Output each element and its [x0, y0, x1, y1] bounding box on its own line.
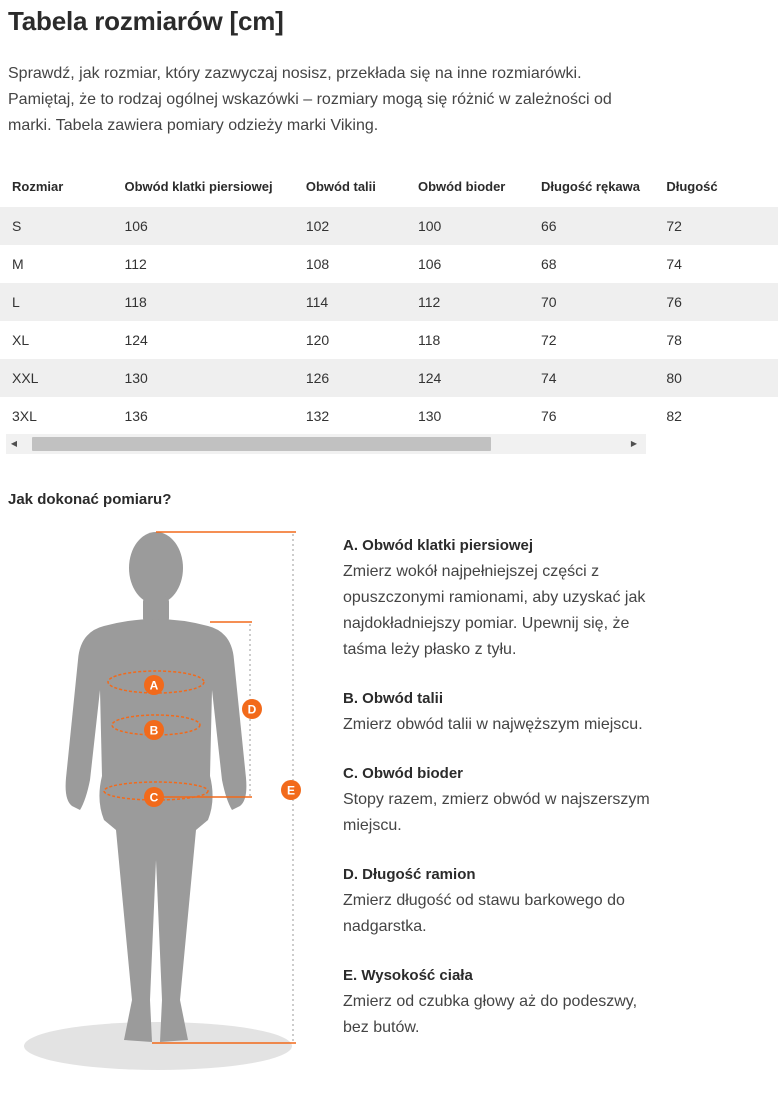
table-cell: 106 [124, 207, 305, 245]
body-measurement-figure [0, 520, 330, 1080]
table-row [0, 397, 778, 430]
table-cell: 112 [124, 256, 147, 272]
step-text: Zmierz od czubka głowy aż do podeszwy, bez butów. [343, 993, 638, 1036]
table-cell: 112 [418, 283, 541, 321]
step-text: Zmierz wokół najpełniejszej części z opuszczonymi ramionami, aby uzyskać jak najdokładniejszy pomiar. Upewnij się, że taśma leży płasko z tyłu. [343, 563, 646, 658]
table-cell: L [0, 283, 124, 321]
table-cell: 102 [306, 207, 418, 245]
step-title: A. Obwód klatki piersiowej [343, 537, 534, 554]
table-row [0, 283, 778, 321]
step-text: Stopy razem, zmierz obwód w najszerszym miejscu. [343, 791, 650, 834]
table-cell: 74 [666, 256, 682, 272]
human-silhouette [66, 532, 247, 1042]
step-height [343, 963, 763, 1041]
table-cell: 76 [541, 408, 557, 424]
table-cell: 3XL [12, 408, 37, 424]
table-cell: 114 [306, 283, 418, 321]
header-sleeve-length: Długość rękawa [541, 178, 641, 194]
step-title: E. Wysokość ciała [343, 967, 473, 984]
table-cell: 80 [666, 359, 778, 397]
marker-b [144, 720, 164, 740]
table-cell: 70 [541, 283, 666, 321]
table-cell: 72 [541, 332, 557, 348]
scroll-left-arrow-icon[interactable]: ◀ [10, 439, 18, 448]
table-cell: 76 [666, 283, 778, 321]
page-title: Tabela rozmiarów [cm] [8, 6, 284, 36]
size-table [0, 165, 778, 430]
table-cell: 78 [666, 332, 682, 348]
header-hips: Obwód bioder [417, 178, 506, 194]
table-cell: XXL [0, 359, 124, 397]
table-row [0, 359, 778, 397]
header-length: Długość [666, 178, 718, 194]
measure-heading: Jak dokonać pomiaru? [8, 491, 172, 508]
horizontal-scrollbar[interactable] [6, 434, 646, 454]
table-cell: 108 [305, 256, 330, 272]
header-size: Rozmiar [12, 178, 64, 194]
table-cell: 130 [124, 359, 305, 397]
table-header-row [0, 165, 778, 207]
step-title: B. Obwód talii [343, 690, 443, 707]
svg-text:B: B [149, 723, 159, 738]
table-row [0, 245, 778, 283]
table-cell: 132 [305, 408, 330, 424]
floor-shadow-ellipse [24, 1022, 292, 1070]
table-cell: 120 [305, 332, 330, 348]
table-cell: 82 [666, 408, 682, 424]
header-chest: Obwód klatki piersiowej [124, 178, 273, 194]
table-cell: 118 [124, 283, 305, 321]
step-waist [343, 686, 763, 738]
table-cell: 118 [417, 332, 441, 348]
table-cell: XL [12, 332, 30, 348]
marker-e [281, 780, 301, 800]
table-cell: 136 [124, 408, 148, 424]
step-hips [343, 761, 763, 839]
table-cell: 100 [418, 207, 541, 245]
svg-text:D: D [247, 702, 257, 717]
header-waist: Obwód talii [305, 178, 376, 194]
table-cell: M [12, 256, 24, 272]
step-title: D. Długość ramion [343, 866, 476, 883]
step-title: C. Obwód bioder [343, 765, 463, 782]
scrollbar-thumb[interactable] [32, 437, 491, 451]
svg-text:E: E [286, 783, 296, 798]
table-cell: S [0, 207, 124, 245]
table-cell: 126 [306, 359, 418, 397]
table-cell: 72 [666, 207, 778, 245]
table-cell: 124 [124, 332, 148, 348]
intro-text: Sprawdź, jak rozmiar, który zazwyczaj nosisz, przekłada się na inne rozmiarówki. Pamiętaj, że to rodzaj ogólnej wskazówki – rozmiary mogą się różnić w zależności od marki. Tabela zawiera pomiary odzieży marki Viking. [8, 65, 612, 134]
step-chest [343, 533, 763, 663]
table-cell: 66 [541, 207, 666, 245]
step-arm-length [343, 862, 763, 940]
step-text: Zmierz długość od stawu barkowego do nadgarstka. [343, 892, 625, 935]
table-cell: 106 [417, 256, 442, 272]
svg-text:C: C [149, 790, 159, 805]
marker-c [144, 787, 164, 807]
table-row [0, 321, 778, 359]
step-text: Zmierz obwód talii w najwęższym miejscu. [343, 716, 643, 733]
marker-a [144, 675, 164, 695]
table-cell: 130 [417, 408, 442, 424]
table-row [0, 207, 778, 245]
svg-text:A: A [149, 678, 159, 693]
measurement-instructions [343, 533, 763, 1064]
table-cell: 124 [418, 359, 541, 397]
table-cell: 74 [541, 359, 666, 397]
scroll-right-arrow-icon[interactable]: ▶ [630, 439, 638, 448]
marker-d [242, 699, 262, 719]
table-cell: 68 [541, 256, 557, 272]
size-table-container [0, 165, 778, 430]
